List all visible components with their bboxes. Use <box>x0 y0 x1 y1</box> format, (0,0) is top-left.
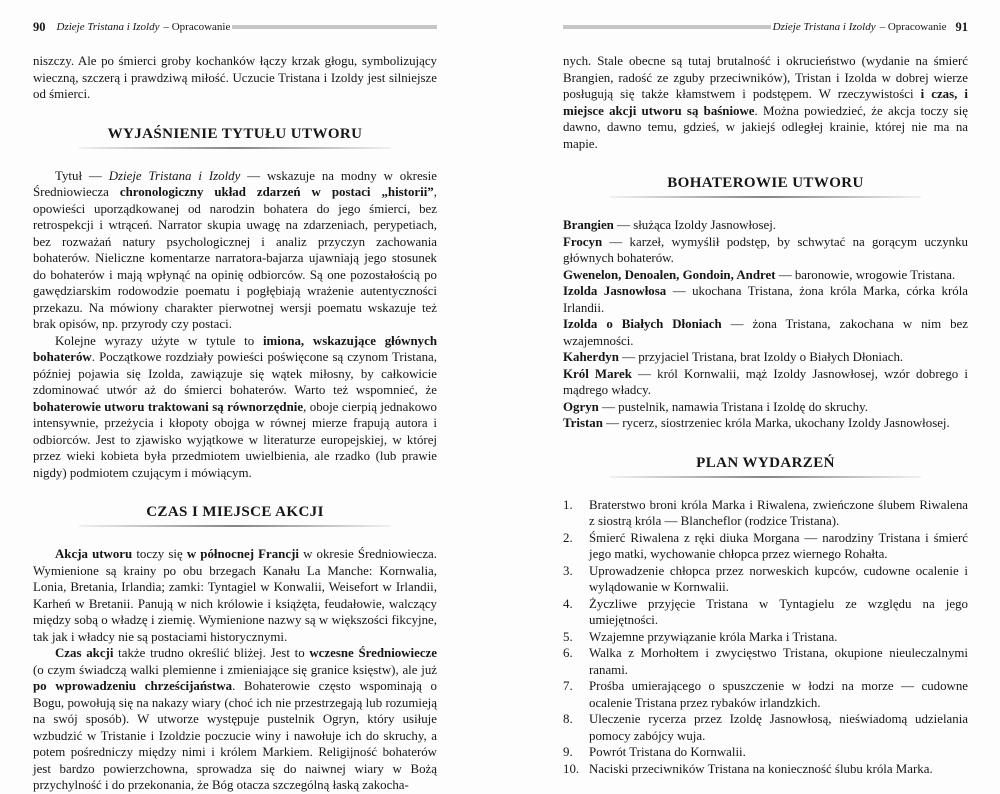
section-heading-text: WYJAŚNIENIE TYTUŁU UTWORU <box>107 125 363 142</box>
character-entry <box>563 316 968 349</box>
text-segment: Gwenelon, Denoalen, Gondoin, Andret <box>563 267 776 282</box>
plan-item <box>563 530 968 563</box>
plan-item-number: 4. <box>563 596 573 611</box>
text-segment: w północnej Francji <box>186 547 299 561</box>
text-segment: . Początkowe rozdziały powieści poświęcone są czynom Tristana, później pojawia się Izolda, zawiązuje się wątek miłosny, by całkowicie zdominować utwór aż do śmierci bohaterów. Warto też wspomnieć, że <box>33 350 437 397</box>
plan-item-text: Uprowadzenie chłopca przez norweskich kupców, cudowne ocalenie i wylądowanie w Kornwalii. <box>589 563 968 594</box>
text-segment: Kaherdyn <box>563 350 619 364</box>
text-segment: Tytuł — <box>55 168 109 183</box>
text-segment: niszczy. Ale po śmierci groby kochanków łączy krzak głogu, symbolizujący wieczną, szczerą i prawdziwą miłość. Uczucie Tristana i Izoldy jest silniejsze od śmierci. <box>33 54 437 101</box>
plan-item <box>563 596 968 629</box>
plan-item-number: 9. <box>563 745 573 759</box>
text-segment: nych. Stale obecne są tutaj brutalność i okrucieństwo (wydanie na śmierć Brangien, radość ze zguby przeciwników), Tristan i Izolda w dobrej wierze posługują się także kłamstwem i podstępem. W rzeczywistości <box>563 54 968 101</box>
character-entry <box>563 415 968 432</box>
paragraph <box>33 333 437 482</box>
text-segment: Tristan <box>563 416 603 430</box>
running-head-right <box>563 20 968 34</box>
plan-item-text: Życzliwe przyjęcie Tristana w Tyntagielu ze względu na jego umiejętności. <box>589 596 968 627</box>
event-plan-list <box>563 497 968 778</box>
running-head-title: Dzieje Tristana i Izoldy – Opracowanie <box>772 21 947 33</box>
paragraph <box>33 546 437 645</box>
plan-item <box>563 563 968 596</box>
text-segment: toczy się <box>132 547 187 561</box>
page-number-left: 90 <box>33 19 46 34</box>
section-heading-time-place <box>33 503 437 527</box>
plan-item-number: 10. <box>563 761 580 776</box>
section-heading-text: CZAS I MIEJSCE AKCJI <box>146 504 324 520</box>
plan-item-text: Braterstwo broni króla Marka i Riwalena, zwieńczone ślubem Riwalena z siostrą króla — Blancheflor (rodzice Tristana). <box>589 497 968 528</box>
plan-item-number: 5. <box>563 629 573 644</box>
character-entry <box>563 366 968 399</box>
page-right <box>500 0 1000 776</box>
character-entry <box>563 349 968 366</box>
header-bar <box>232 25 437 29</box>
text-segment: — wskazuje na modny w okresie Średniowiecza <box>33 168 437 199</box>
section-heading-characters <box>563 174 968 198</box>
text-segment: Kolejne wyrazy użyte w tytule to <box>55 333 263 348</box>
text-segment: — pustelnik, namawia Tristana i Izoldę do skruchy. <box>598 399 868 414</box>
text-segment: Brangien <box>563 218 614 232</box>
page-number-right: 91 <box>955 19 968 34</box>
text-segment: — służąca Izoldy Jasnowłosej. <box>613 218 777 232</box>
text-segment: Akcja utworu <box>55 547 133 561</box>
plan-item-text: Uleczenie rycerza przez Izoldę Jasnowłosą, nieświadomą udzielania pomocy zabójcy wuja. <box>589 712 968 743</box>
character-entry <box>563 217 968 234</box>
text-segment: , oboje cierpią jednakowo intensywnie, przeżycia i kłopoty obojga w równej mierze frapują autora i odbiorców. Jest to zjawisko wyjątkowe w literaturze europejskiej, w której przez wieki kobieta była przedmiotem uwielbienia, ale rzadko (lub prawie nigdy) podmiotem czującym i mówiącym. <box>33 399 437 480</box>
text-segment: imiona, wskazujące głównych bohaterów <box>33 333 437 364</box>
text-segment: . Można powiedzieć, że akcja toczy się dawno, dawno temu, gdzieś, w jakiejś odległej krainie, której nie ma na mapie. <box>563 103 969 151</box>
text-segment: w okresie Średniowiecza. Wymienione są krainy po obu brzegach Kanału La Manche: Kornwalia, Lonia, Bretania, Irlandia; zamki: Tyntagiel w Konwalii, Weisefort w Irlandii, Karheń w Bretanii. Panują w nich królowie i książęta, feudałowie, walczący między sobą o władzę i ziemię. Wymienione nazwy są w większości fikcyjne, tak jak i władcy nie są postaciami historycznymi. <box>33 547 437 644</box>
text-segment: chronologiczny układ zdarzeń w postaci „historii” <box>119 185 434 199</box>
section-heading-title-explanation <box>33 125 437 149</box>
text-segment: — przyjaciel Tristana, brat Izoldy o Białych Dłoniach. <box>618 350 904 364</box>
text-segment: bohaterowie utworu traktowani są równorzędnie <box>33 399 304 414</box>
text-segment: — żona Tristana, zakochana w nim bez wzajemności. <box>563 317 968 348</box>
paragraph-continuation <box>563 53 968 152</box>
text-segment: Izolda Jasnowłosa <box>563 284 667 298</box>
plan-item <box>563 678 968 711</box>
section-heading-event-plan <box>563 454 968 478</box>
text-segment: (o czym świadczą walki plemienne i zmieniające się granice księstw), ale już <box>33 662 437 677</box>
page-left <box>0 0 500 792</box>
plan-item <box>563 497 968 530</box>
running-head-title: Dzieje Tristana i Izoldy – Opracowanie <box>56 21 231 33</box>
plan-item <box>563 711 968 744</box>
plan-item-number: 3. <box>563 563 573 578</box>
plan-item-text: Śmierć Riwalena z ręki diuka Morgana — narodziny Tristana i śmierć jego matki, wychowanie chłopca przez wiernego Rohałta. <box>589 530 968 561</box>
header-bar <box>563 25 771 29</box>
text-segment: Dzieje Tristana i Izoldy <box>108 168 241 183</box>
paragraph <box>33 168 437 333</box>
character-entry <box>563 283 968 316</box>
heading-rule <box>610 476 922 478</box>
text-segment: . Bohaterowie często wspominają o Bogu, powołują się na nakazy wiary (choć ich nie przestrzegają lub rozumieją na swój sposób). W utworze występuje pustelnik Ogryn, który usiłuje wzbudzić w Tristanie i Izoldzie poczucie winy i nawołuje ich do skruchy, a potem pośredniczy między nimi i królem Markiem. Religijność bohaterów jest bardzo powierzchowna, sprowadza się do naiwnej wiary w Bożą przychylność i do przekonania, że Bóg otacza szczególną łaską zakocha- <box>33 679 437 792</box>
character-entry <box>563 399 968 416</box>
plan-item-text: Walka z Morhołtem i zwycięstwo Tristana, okupione nieuleczalnymi ranami. <box>589 646 968 677</box>
plan-item-number: 1. <box>563 497 573 512</box>
plan-item-text: Powrót Tristana do Kornwalii. <box>589 745 746 759</box>
text-segment: i czas, i miejsce akcji utworu są baśniowe <box>563 87 968 118</box>
text-segment: — karzeł, wymyślił podstęp, by schwytać na gorącym uczynku głównych bohaterów. <box>563 234 968 265</box>
text-segment: wczesne Średniowiecze <box>309 646 437 660</box>
plan-item <box>563 744 968 761</box>
character-list <box>563 217 968 432</box>
heading-rule <box>79 525 390 527</box>
text-segment: — ukochana Tristana, żona króla Marka, córka króla Irlandii. <box>563 284 969 315</box>
plan-item <box>563 629 968 646</box>
text-segment: Frocyn <box>563 234 603 249</box>
heading-rule <box>610 196 922 198</box>
plan-item <box>563 761 968 778</box>
paragraph-continuation <box>33 53 437 103</box>
text-segment: Czas akcji <box>55 646 114 660</box>
text-segment: Ogryn <box>563 399 599 414</box>
character-entry <box>563 267 968 284</box>
plan-item-number: 6. <box>563 646 573 660</box>
text-segment: — rycerz, siostrzeniec króla Marka, ukochany Izoldy Jasnowłosej. <box>602 416 950 430</box>
character-entry <box>563 234 968 267</box>
plan-item-number: 7. <box>563 679 573 693</box>
text-segment: Izolda o Białych Dłoniach <box>563 317 722 331</box>
paragraph <box>33 645 437 794</box>
section-heading-text: BOHATEROWIE UTWORU <box>667 175 864 191</box>
plan-item-number: 8. <box>563 712 573 726</box>
text-segment: po wprowadzeniu chrześcijaństwa <box>33 679 233 693</box>
text-segment: także trudno określić bliżej. Jest to <box>113 646 310 660</box>
plan-item-text: Prośba umierającego o spuszczenie w łodzi na morze — cudowne ocalenie Tristana przez rybaków irlandzkich. <box>589 679 968 710</box>
text-segment: — król Kornwalii, mąż Izoldy Jasnowłosej, wzór dobrego i mądrego władcy. <box>563 366 968 397</box>
running-head-left <box>33 20 437 34</box>
plan-item-text: Naciski przeciwników Tristana na konieczność ślubu króla Marka. <box>589 761 933 776</box>
heading-rule <box>79 147 390 149</box>
text-segment: Król Marek <box>563 366 632 381</box>
text-segment: , opowieści uporządkowanej od narodzin bohatera do jego śmierci, bez retrospekcji i wtrąceń. Narrator skupia uwagę na zdarzeniach, perypetiach, bez rozważań natury psychologicznej i analiz przyczyn zachowania bohaterów. Nieliczne komentarze narratora-bajarza ujawniają jego stosunek do bohaterów i mają wpłynąć na opinię odbiorców. Są one pozostałością po gawędziarskim rodowodzie poematu i pogłębiają wrażenie autentyczności przekazu. Na mówiony charakter pierwotnej wersji poematu wskazuje też brak opisów, np. przyrody czy postaci. <box>33 185 437 331</box>
plan-item <box>563 645 968 678</box>
text-segment: — baronowie, wrogowie Tristana. <box>775 267 956 282</box>
plan-item-text: Wzajemne przywiązanie króla Marka i Tristana. <box>589 629 838 644</box>
section-heading-text: PLAN WYDARZEŃ <box>696 454 835 471</box>
plan-item-number: 2. <box>563 530 573 545</box>
